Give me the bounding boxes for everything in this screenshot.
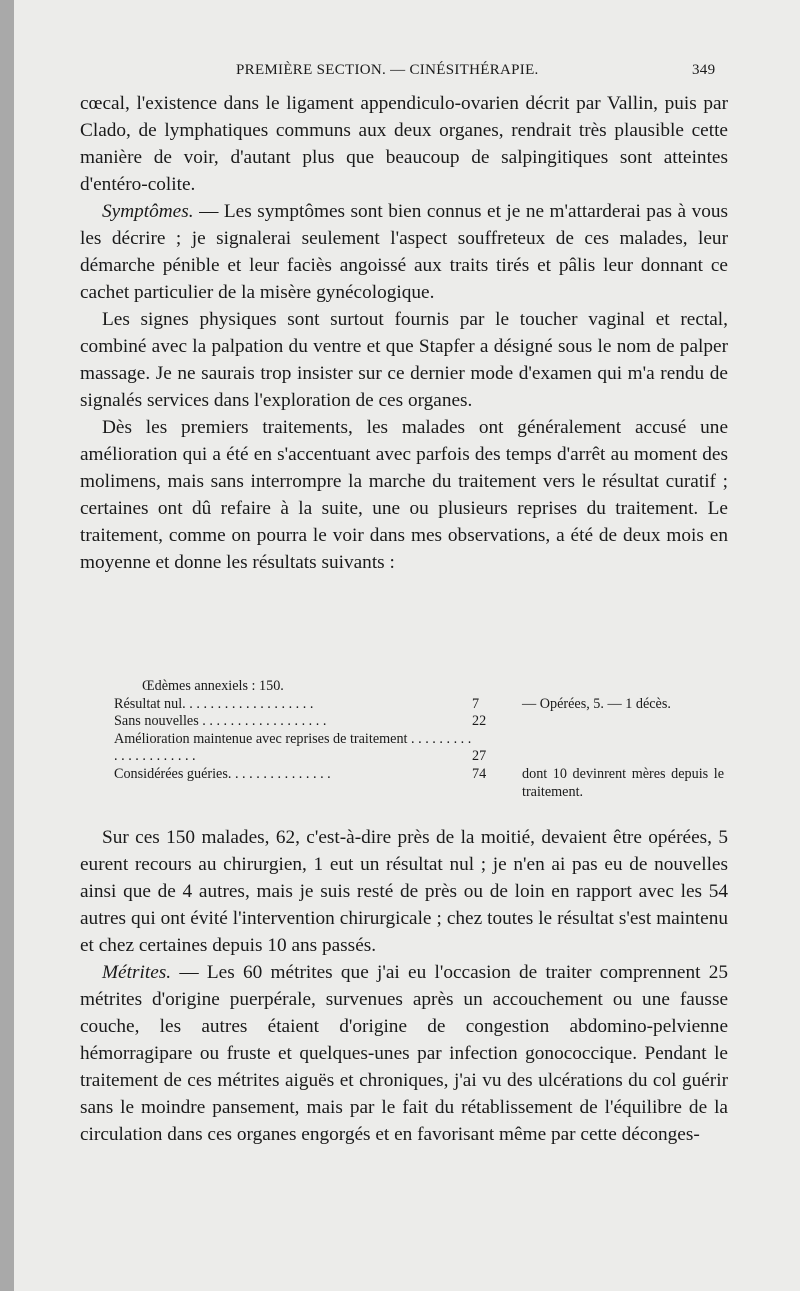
row-value: 22 (472, 713, 487, 730)
paragraph (80, 306, 728, 414)
section-lead: Métrites. (102, 962, 172, 983)
running-header (14, 62, 800, 82)
paragraph (80, 90, 728, 198)
paragraph-text: cœcal, l'existence dans le ligament appendiculo-ovarien décrit par Vallin, puis par Clado, de lymphatiques communs aux deux organes, rendrait très plausible cette manière de voir, d'autant plus que beaucoup de salpingitiques sont atteintes d'entéro-colite. (80, 93, 728, 195)
table-row (114, 696, 724, 714)
table-row (114, 731, 724, 766)
row-note: dont 10 devinrent mères depuis le traitement. (522, 765, 724, 800)
body-text-top (80, 90, 728, 576)
row-label: Résultat nul. . . . . . . . . . . . . . . . . . . (114, 695, 314, 712)
row-label: Considérées guéries. . . . . . . . . . . . . . . (114, 765, 331, 782)
paragraph (80, 414, 728, 576)
table-row (114, 766, 724, 801)
paragraph (80, 959, 728, 1148)
results-heading: Œdèmes annexiels : 150. (142, 678, 284, 694)
table-row (114, 713, 724, 731)
running-title: PREMIÈRE SECTION. — CINÉSITHÉRAPIE. (236, 62, 539, 78)
section-lead: Symptômes. (102, 201, 194, 222)
page-number: 349 (692, 62, 716, 78)
row-note: — Opérées, 5. — 1 décès. (522, 695, 671, 712)
row-label: Sans nouvelles . . . . . . . . . . . . . . . . . . (114, 713, 327, 730)
row-value: 74 (472, 765, 487, 782)
book-page (14, 0, 800, 1291)
paragraph (80, 824, 728, 959)
paragraph (80, 198, 728, 306)
paragraph-text: Dès les premiers traitements, les malades ont généralement accusé une amélioration qui a été en s'accentuant avec parfois des temps d'arrêt au moment des molimens, mais sans interrompre la marche du traitement vers le résultat curatif ; certaines ont dû refaire à la suite, une ou plusieurs reprises du traitement. Le traitement, comme on pourra le voir dans mes observations, a été de deux mois en moyenne et donne les résultats suivants : (80, 417, 728, 573)
body-text-bottom (80, 824, 728, 1148)
paragraph-text: Sur ces 150 malades, 62, c'est-à-dire près de la moitié, devaient être opérées, 5 eurent recours au chirurgien, 1 eut un résultat nul ; je n'en ai pas eu de nouvelles ainsi que de 4 autres, mais je suis resté de près ou de loin en rapport avec les 54 autres qui ont évité l'intervention chirurgicale ; chez toutes le résultat s'est maintenu et chez certaines depuis 10 ans passés. (80, 827, 728, 956)
row-label: Amélioration maintenue avec reprises de traitement . . . . . . . . . . . . . . . . . . . . . (114, 730, 472, 765)
row-value: 27 (472, 748, 487, 765)
results-table (114, 678, 724, 801)
paragraph-text: — Les 60 métrites que j'ai eu l'occasion de traiter comprennent 25 métrites d'origine puerpérale, survenues après un accouchement ou une fausse couche, les autres étaient d'origine de congestion abdomino-pelvienne hémorragipare ou fruste et quelques-unes par infection gonococcique. Pendant le traitement de ces métrites aiguës et chroniques, j'ai vu des ulcérations du col guérir sans le moindre pansement, mais par le fait du rétablissement de l'équilibre de la circulation dans ces organes engorgés et en favorisant même par cette déconges- (80, 962, 728, 1145)
row-value: 7 (472, 695, 480, 712)
paragraph-text: Les signes physiques sont surtout fournis par le toucher vaginal et rectal, combiné avec la palpation du ventre et que Stapfer a désigné sous le nom de palper massage. Je ne saurais trop insister sur ce dernier mode d'examen qui m'a rendu de signalés services dans l'exploration de ces organes. (80, 309, 728, 411)
paragraph-text: — Les symptômes sont bien connus et je ne m'attarderai pas à vous les décrire ; je signalerai seulement l'aspect souffreteux de ces malades, leur démarche pénible et leur faciès angoissé aux traits tirés et pâlis leur donnant ce cachet particulier de la misère gynécologique. (80, 201, 728, 303)
